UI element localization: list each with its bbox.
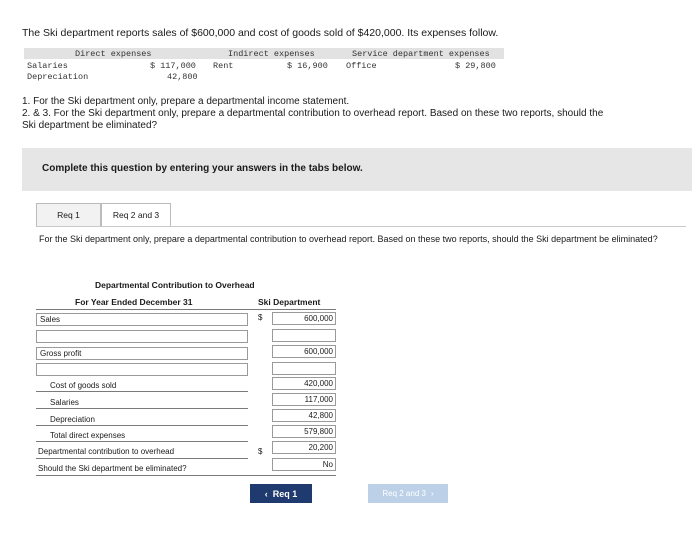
chevron-right-icon: › <box>430 489 434 498</box>
blank-row-label[interactable] <box>36 330 248 343</box>
tab-prompt: For the Ski department only, prepare a departmental contribution to overhead report. Based on these two reports, should the Ski department be eliminated? <box>39 234 658 244</box>
cogs-input[interactable]: 420,000 <box>272 377 336 390</box>
contribution-input[interactable]: 20,200 <box>272 441 336 454</box>
office-label: Office <box>346 61 377 71</box>
chevron-left-icon: ‹ <box>264 488 268 499</box>
rent-value: $ 16,900 <box>287 61 328 71</box>
report-subtitle: For Year Ended December 31 <box>75 297 193 307</box>
contribution-label: Departmental contribution to overhead <box>38 447 175 456</box>
row-rule-3 <box>36 425 248 426</box>
intro-text: The Ski department reports sales of $600,000 and cost of goods sold of $420,000. Its expenses follow. <box>22 27 499 39</box>
blank-row-2-input[interactable] <box>272 362 336 375</box>
salaries-label: Salaries <box>27 61 68 71</box>
question-1: 1. For the Ski department only, prepare a departmental income statement. <box>22 96 350 107</box>
row-rule-2 <box>36 408 248 409</box>
salaries-row-label[interactable]: Salaries <box>50 398 79 407</box>
sales-currency: $ <box>258 313 263 322</box>
header-rule <box>36 309 336 310</box>
gross-profit-label-field[interactable]: Gross profit <box>36 347 248 360</box>
blank-row-2-label[interactable] <box>36 363 248 376</box>
salaries-input[interactable]: 117,000 <box>272 393 336 406</box>
depreciation-value: 42,800 <box>167 72 198 82</box>
salaries-value: $ 117,000 <box>150 61 196 71</box>
next-button-label: Req 2 and 3 <box>382 489 426 498</box>
cogs-label[interactable]: Cost of goods sold <box>50 381 117 390</box>
next-button[interactable] <box>368 484 448 503</box>
prev-button[interactable] <box>250 484 312 503</box>
direct-expenses-header: Direct expenses <box>75 49 152 59</box>
tab-req-1[interactable]: Req 1 <box>36 203 101 227</box>
sales-label-field[interactable]: Sales <box>36 313 248 326</box>
indirect-expenses-header: Indirect expenses <box>228 49 315 59</box>
row-rule-4 <box>36 441 248 442</box>
office-value: $ 29,800 <box>455 61 496 71</box>
prev-button-label: Req 1 <box>272 488 298 499</box>
report-title: Departmental Contribution to Overhead <box>95 280 255 290</box>
eliminate-select[interactable]: No <box>272 458 336 471</box>
service-expenses-header: Service department expenses <box>352 49 490 59</box>
total-direct-label: Total direct expenses <box>50 431 126 440</box>
blank-row-input[interactable] <box>272 329 336 342</box>
tab-req-2-and-3[interactable]: Req 2 and 3 <box>101 203 171 227</box>
row-rule-1 <box>36 391 248 392</box>
depreciation-row-label[interactable]: Depreciation <box>50 415 95 424</box>
tab-divider <box>36 226 686 227</box>
column-header: Ski Department <box>258 297 321 307</box>
question-2-3-line2: Ski department be eliminated? <box>22 120 158 131</box>
rent-label: Rent <box>213 61 234 71</box>
gross-profit-input[interactable]: 600,000 <box>272 345 336 358</box>
sales-input[interactable]: 600,000 <box>272 312 336 325</box>
question-2-3-line1: 2. & 3. For the Ski department only, prepare a departmental contribution to overhead report. Based on these two reports, should the <box>22 108 604 119</box>
eliminate-question: Should the Ski department be eliminated? <box>38 464 187 473</box>
contribution-currency: $ <box>258 447 263 456</box>
total-direct-input[interactable]: 579,800 <box>272 425 336 438</box>
row-rule-5 <box>36 458 248 459</box>
depreciation-label: Depreciation <box>27 72 89 82</box>
row-rule-6 <box>36 475 336 476</box>
depreciation-input[interactable]: 42,800 <box>272 409 336 422</box>
instruction-text: Complete this question by entering your answers in the tabs below. <box>42 163 363 174</box>
